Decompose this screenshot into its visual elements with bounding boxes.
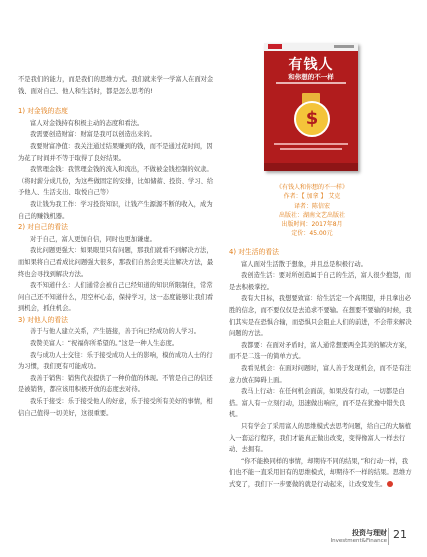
paragraph: 对于自己，富人更加自信，同时也更加谦虚。 <box>30 235 156 243</box>
cover-footer-band <box>264 163 358 171</box>
caption-publisher: 出版社：湖南文艺出版社 <box>278 211 345 219</box>
magazine-brand <box>331 529 387 545</box>
cover-blurb-line <box>274 143 348 145</box>
paragraph: 我与成功人士交往：乐于接受成功人士的影响，模仿成功人士的行为习惯，我们更有可能成功。 <box>18 351 213 371</box>
section-heading-money: 1) 对金钱的态度 <box>18 107 68 116</box>
cover-top-strip <box>264 43 358 51</box>
footer-divider <box>388 528 389 545</box>
caption-date: 出版时间：2017年8月 <box>281 221 343 229</box>
final-paragraph-text: “你不能换同样的事情，却期待不同的结果，”和行动一样，我们也不能一直采用旧有的思维模式，却期待不一样的结果。思维方式变了，我们下一步要做的就是行动起来，让改变发生。 <box>229 457 412 488</box>
paragraph: 我让钱为我工作：学习投资知识，让钱产生源源不断的收入，成为自己的赚钱机器。 <box>18 200 213 220</box>
cover-subtitle: 和你想的不一样 <box>288 73 334 81</box>
cover-subtitle-line <box>276 82 346 84</box>
section-heading-life: 4) 对生活的看法 <box>229 248 279 256</box>
end-mark-icon <box>387 481 393 487</box>
section-heading-others: 3) 对他人的看法 <box>18 315 68 324</box>
paragraph: 富人对金钱持有积极主动的态度和看法。 <box>30 119 144 127</box>
cover-title: 有钱人 <box>288 57 334 73</box>
intro-paragraph: 不是我们的能力，而是我们的思维方式。我们就来学一学富人在面对金钱、面对自己、他人和生活时，都是怎么思考的! <box>18 76 214 95</box>
magazine-name-cn: 投资与理财 <box>352 529 387 537</box>
paragraph: 我赞美富人：“祝福你所希望的。”这是一种人生态度。 <box>30 340 179 348</box>
page-number: 21 <box>393 528 407 541</box>
paragraph: 我马上行动：在任何机会面前，如果没有行动，一切都是白搭。富人有一立刻行动，迅速做出响应，而不是在犹豫中错失良机。 <box>229 388 406 419</box>
magazine-name-en: Investment&Finance <box>330 538 387 544</box>
paragraph: 只有学会了采用富人的思维模式去思考问题，给自己的大脑植入一套运行程序，我们才能真正做出改变，变得像富人一样去行动、去拥有。 <box>229 422 412 454</box>
paragraph: 我看见机会：在面对问题时，富人善于发现机会，而不是有注意力放在障碍上面。 <box>229 364 412 384</box>
dollar-coin-icon: $ <box>294 101 330 137</box>
book-cover-image <box>264 43 358 171</box>
right-column <box>229 247 413 490</box>
paragraph-final <box>229 456 413 491</box>
paragraph: 善于与他人建立关系，产生链接，善于向已经成功的人学习。 <box>30 328 201 336</box>
paragraph: 我乐于接受：乐于接受他人的好意，乐于接受所有美好的事情，相信自己值得一切美好，这很重要。 <box>18 398 213 417</box>
paragraph: 我比问题更强大：如果眼里只有问题，那我们就看不到解决方法，而如果将自己看成比问题强大很多，那我们自然会更关注解决方法，最终也会寻找到解决方法。 <box>18 247 214 278</box>
paragraph: 我管理金钱：我管理金钱的流入和流出，不做被金钱控制的奴隶。（将时薪分成几份，为这些做固定的安排，比如储蓄、投资、学习、给予他人、生活支出、取悦自己等） <box>18 166 214 197</box>
paragraph: 我有大目标，我想要致富：给生活定一个高期望，并且拿出必胜的信念，而不要仅仅是去追求不要输。在想要不要输的时候，我们其实是在恐惧合输，而恐惧只会阻止人们的前进，不会带来解决问题的方法。 <box>229 295 412 338</box>
cover-blurb-line <box>280 148 342 150</box>
section-heading-self: 2) 对自己的看法 <box>18 223 68 232</box>
paragraph: 我都要：在面对矛盾时，富人通常想要两全其美的解决方案，而不是二选一的简单方式。 <box>229 341 412 361</box>
paragraph: 我创造生活：要对所创造属于自己的生活，富人很少抱怨，而是去积极掌控。 <box>229 272 412 291</box>
paragraph: 我善于销售：销售代表提供了一种价值的体现。不管是自己的信还是被销售，都应该用积极开放的态度去对待。 <box>18 374 213 394</box>
paragraph: 我需要创造财富：财富是我可以创造出来的。 <box>30 131 156 139</box>
caption-price: 定价：45.00元 <box>291 230 333 238</box>
caption-title: 《有钱人和你想的不一样》 <box>275 184 348 191</box>
paragraph: 我要财富净值：我关注通过结果赚到的钱，而不是通过花时间，因为花了时间并不等于取得了良好结果。 <box>18 142 213 162</box>
caption-author: 作者：【 加拿 】 艾克 <box>283 193 341 201</box>
paragraph: 我不知道什么：人们通常会被自己已经知道的知识所限制住，常常问自己还不知道什么，用空杯心态，保持学习，这一态度能够让我们看到机会，抓住机会。 <box>18 282 214 313</box>
paragraph: 富人面对生活散于想象，并且总是积极行动。 <box>241 260 367 268</box>
caption-translator: 译者：陈信宏 <box>293 202 330 210</box>
book-caption <box>253 183 371 239</box>
left-column <box>18 74 216 419</box>
